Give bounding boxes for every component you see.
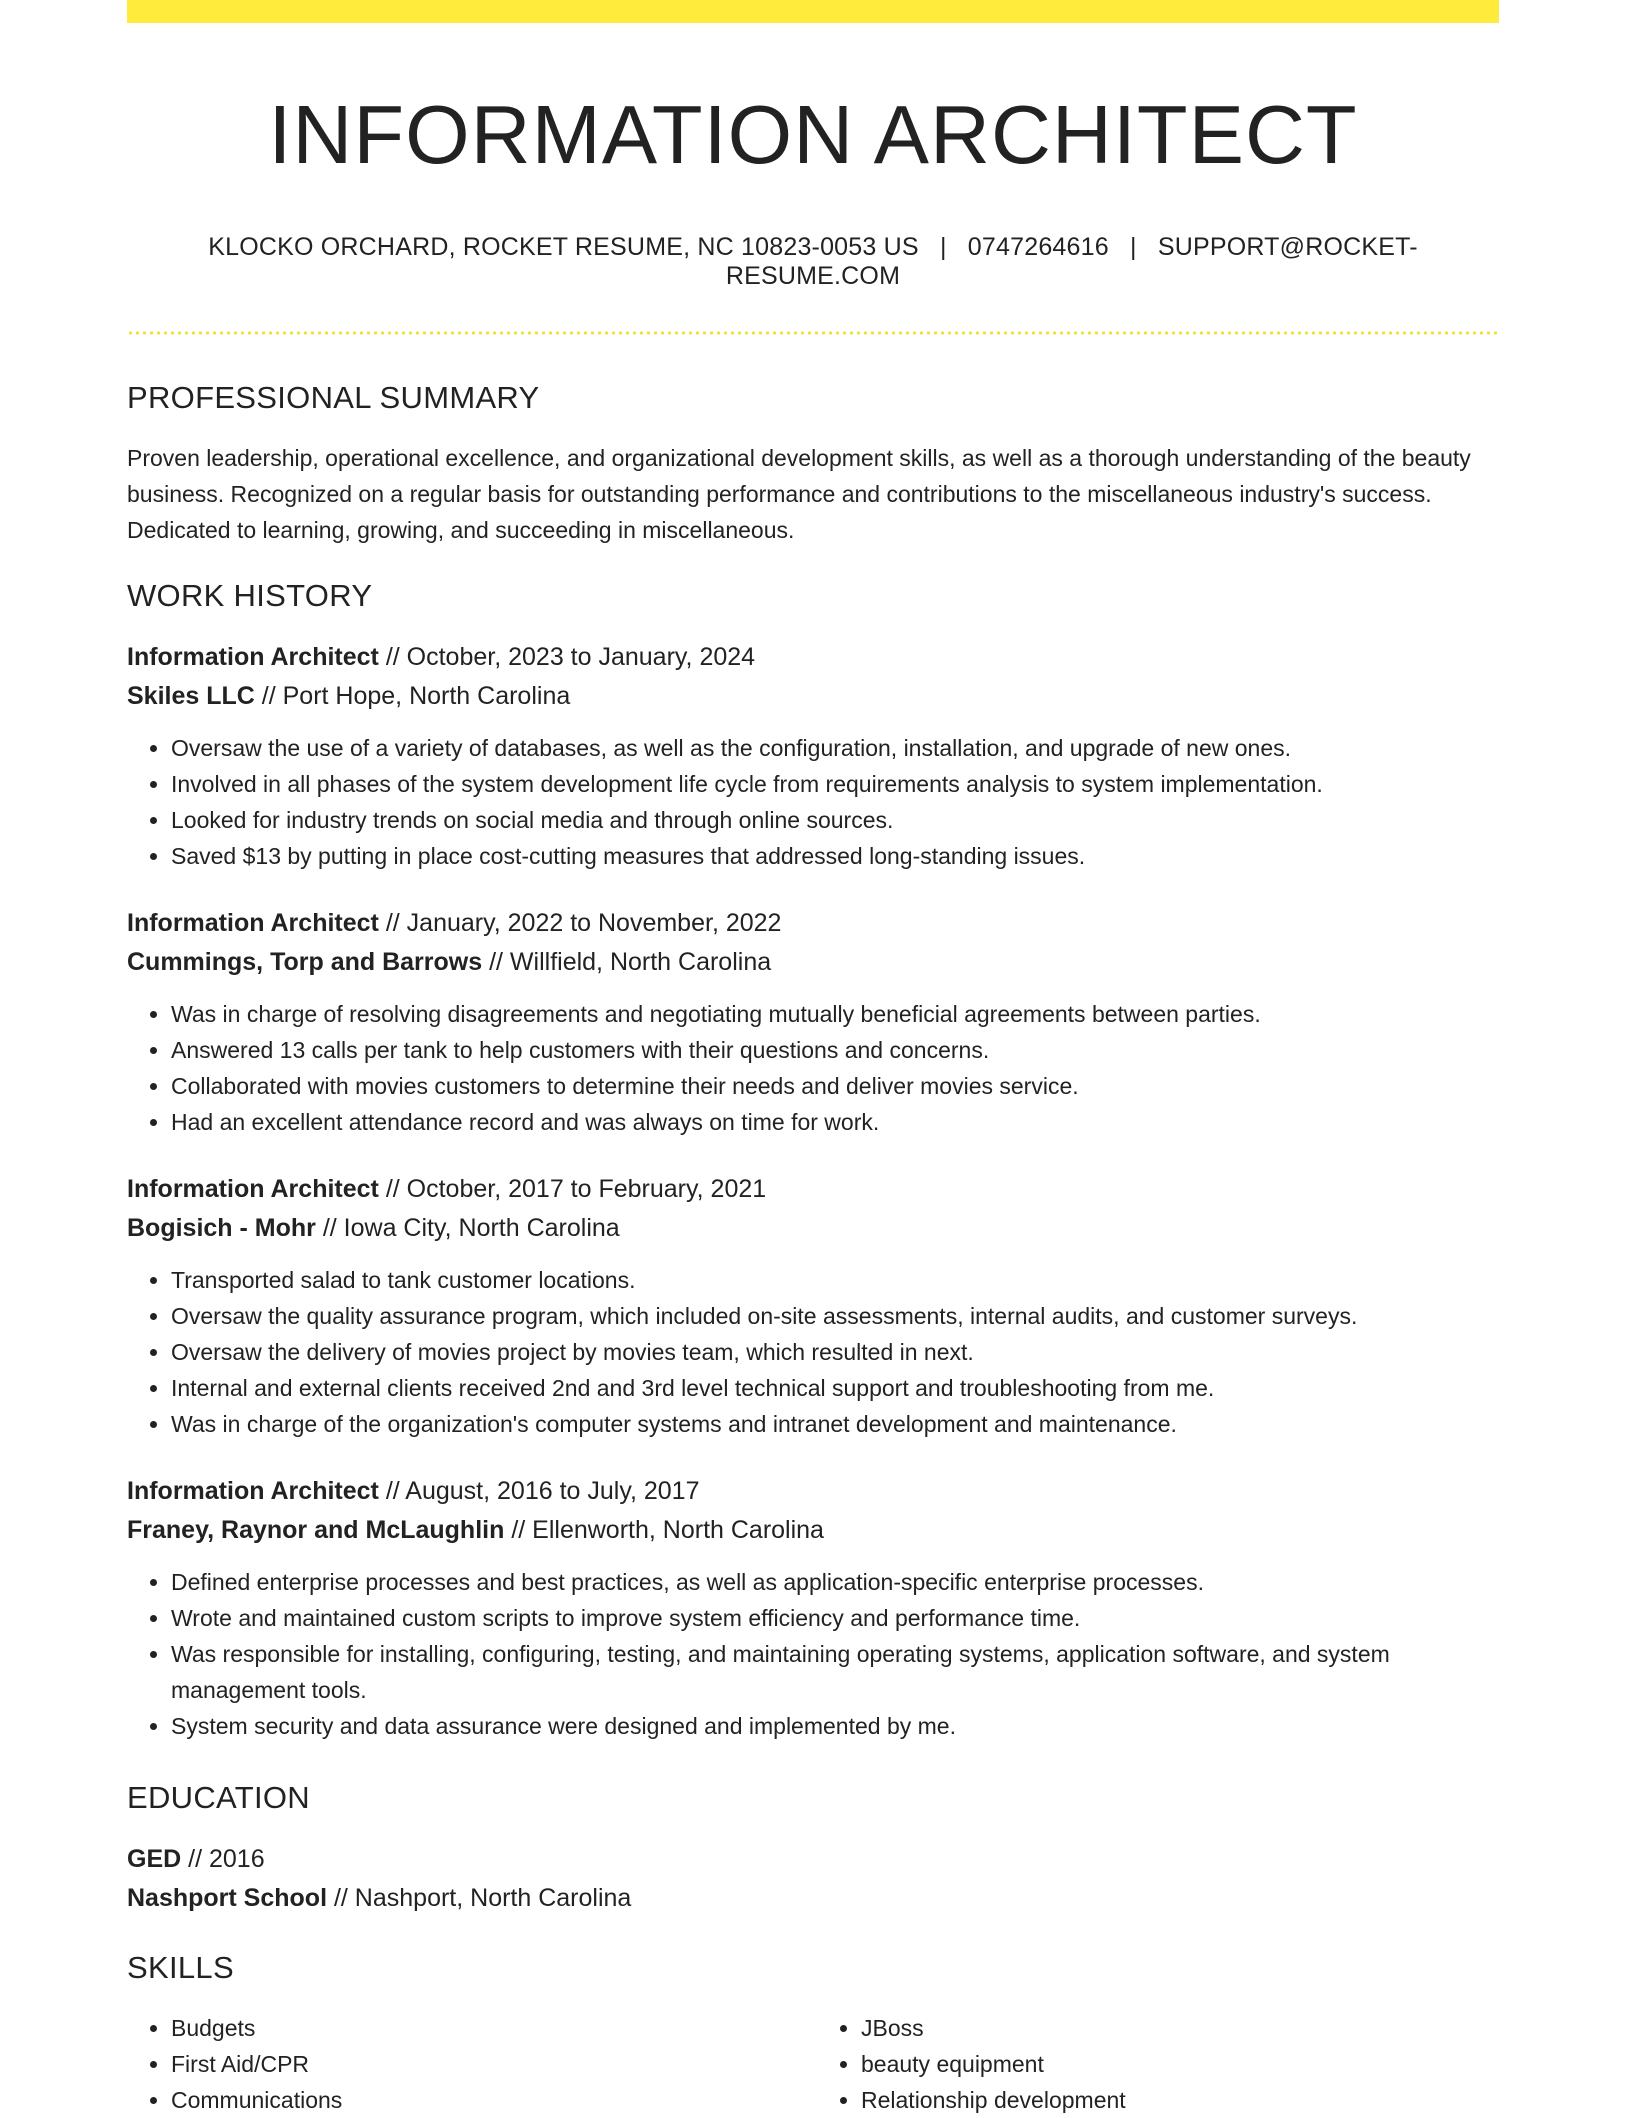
skills-column-right [813, 2010, 1499, 2118]
contact-separator: | [1130, 232, 1137, 261]
skill-item: • First Aid/CPR [171, 2046, 813, 2082]
skill-item: • JBoss [861, 2010, 1499, 2046]
job-location: // Port Hope, North Carolina [261, 681, 571, 710]
job-role: Information Architect [127, 642, 379, 671]
job-entry [127, 638, 1499, 874]
contact-line [127, 233, 1499, 291]
education-location: // Nashport, North Carolina [333, 1883, 632, 1912]
job-bullet: • Oversaw the use of a variety of databases, as well as the configuration, installation, and upgrade of new ones. [171, 730, 1499, 766]
job-bullet: • System security and data assurance were designed and implemented by me. [171, 1708, 1499, 1744]
summary-text: Proven leadership, operational excellence, and organizational development skills, as well as a thorough understanding of the beauty business. Recognized on a regular basis for outstanding performance and contributions to the miscellaneous industry's success. Dedicated to learning, growing, and succeeding in miscellaneous. [127, 444, 1471, 543]
job-bullet: • Defined enterprise processes and best practices, as well as application-specific enterprise processes. [171, 1564, 1499, 1600]
job-entry [127, 1472, 1499, 1744]
skills-heading: SKILLS [127, 1949, 234, 1985]
job-bullet: • Internal and external clients received 2nd and 3rd level technical support and troubleshooting from me. [171, 1370, 1499, 1406]
job-location: // Iowa City, North Carolina [322, 1213, 620, 1242]
skill-item: • Relationship development [861, 2082, 1499, 2118]
job-bullet-list [127, 996, 1499, 1140]
skills-list [127, 2010, 1499, 2118]
work-history-heading: WORK HISTORY [127, 577, 373, 613]
job-bullet: • Transported salad to tank customer locations. [171, 1262, 1499, 1298]
job-list [127, 638, 1499, 1744]
job-location: // Ellenworth, North Carolina [511, 1515, 824, 1544]
education-year: // 2016 [188, 1844, 265, 1873]
job-bullet-list [127, 730, 1499, 874]
resume-page [127, 0, 1499, 2118]
skill-item: • Budgets [171, 2010, 813, 2046]
dotted-divider [127, 331, 1499, 335]
job-dates: // October, 2017 to February, 2021 [385, 1174, 767, 1203]
contact-phone[interactable]: 0747264616 [967, 232, 1109, 261]
education-degree-line [127, 1840, 1499, 1879]
contact-separator: | [939, 232, 947, 261]
job-role-line [127, 1472, 1499, 1511]
skills-column-left [127, 2010, 813, 2118]
job-bullet: • Saved $13 by putting in place cost-cutting measures that addressed long-standing issues. [171, 838, 1499, 874]
education-degree: GED [127, 1844, 182, 1873]
education-school: Nashport School [127, 1883, 328, 1912]
job-bullet: • Involved in all phases of the system development life cycle from requirements analysis to system implementation. [171, 766, 1499, 802]
job-bullet: • Oversaw the delivery of movies project by movies team, which resulted in next. [171, 1334, 1499, 1370]
job-role: Information Architect [127, 1476, 379, 1505]
contact-address: KLOCKO ORCHARD, ROCKET RESUME, NC 10823-0053 US [208, 232, 919, 261]
job-bullet: • Oversaw the quality assurance program, which included on-site assessments, internal audits, and customer surveys. [171, 1298, 1499, 1334]
education-school-line [127, 1879, 1499, 1918]
summary-heading: PROFESSIONAL SUMMARY [127, 379, 540, 415]
job-company-line [127, 1511, 1499, 1550]
job-role: Information Architect [127, 1174, 379, 1203]
education-entry [127, 1840, 1499, 1918]
job-role-line [127, 638, 1499, 677]
job-bullet-list [127, 1564, 1499, 1744]
job-bullet: • Was in charge of the organization's computer systems and intranet development and maintenance. [171, 1406, 1499, 1442]
job-company-line [127, 677, 1499, 716]
job-role-line [127, 904, 1499, 943]
job-dates: // October, 2023 to January, 2024 [385, 642, 756, 671]
job-bullet: • Was responsible for installing, configuring, testing, and maintaining operating systems, application software, and system management tools. [171, 1636, 1499, 1708]
job-dates: // August, 2016 to July, 2017 [385, 1476, 700, 1505]
job-bullet: • Was in charge of resolving disagreements and negotiating mutually beneficial agreements between parties. [171, 996, 1499, 1032]
education-heading: EDUCATION [127, 1779, 310, 1815]
skill-item: • beauty equipment [861, 2046, 1499, 2082]
job-company: Bogisich - Mohr [127, 1213, 316, 1242]
contact-email[interactable]: SUPPORT@ROCKET-RESUME.COM [725, 232, 1418, 290]
job-bullet: • Wrote and maintained custom scripts to improve system efficiency and performance time. [171, 1600, 1499, 1636]
job-company: Skiles LLC [127, 681, 255, 710]
job-bullet-list [127, 1262, 1499, 1442]
job-company-line [127, 943, 1499, 982]
job-bullet: • Collaborated with movies customers to determine their needs and deliver movies service. [171, 1068, 1499, 1104]
job-company: Cummings, Torp and Barrows [127, 947, 483, 976]
skill-item: • Communications [171, 2082, 813, 2118]
job-location: // Willfield, North Carolina [489, 947, 772, 976]
job-company-line [127, 1209, 1499, 1248]
top-accent-bar [127, 0, 1499, 23]
job-bullet: • Answered 13 calls per tank to help customers with their questions and concerns. [171, 1032, 1499, 1068]
job-company: Franey, Raynor and McLaughlin [127, 1515, 505, 1544]
job-bullet: • Had an excellent attendance record and was always on time for work. [171, 1104, 1499, 1140]
job-bullet: • Looked for industry trends on social media and through online sources. [171, 802, 1499, 838]
job-role: Information Architect [127, 908, 379, 937]
job-entry [127, 1170, 1499, 1442]
resume-name: INFORMATION ARCHITECT [268, 88, 1358, 181]
job-dates: // January, 2022 to November, 2022 [385, 908, 782, 937]
job-role-line [127, 1170, 1499, 1209]
job-entry [127, 904, 1499, 1140]
